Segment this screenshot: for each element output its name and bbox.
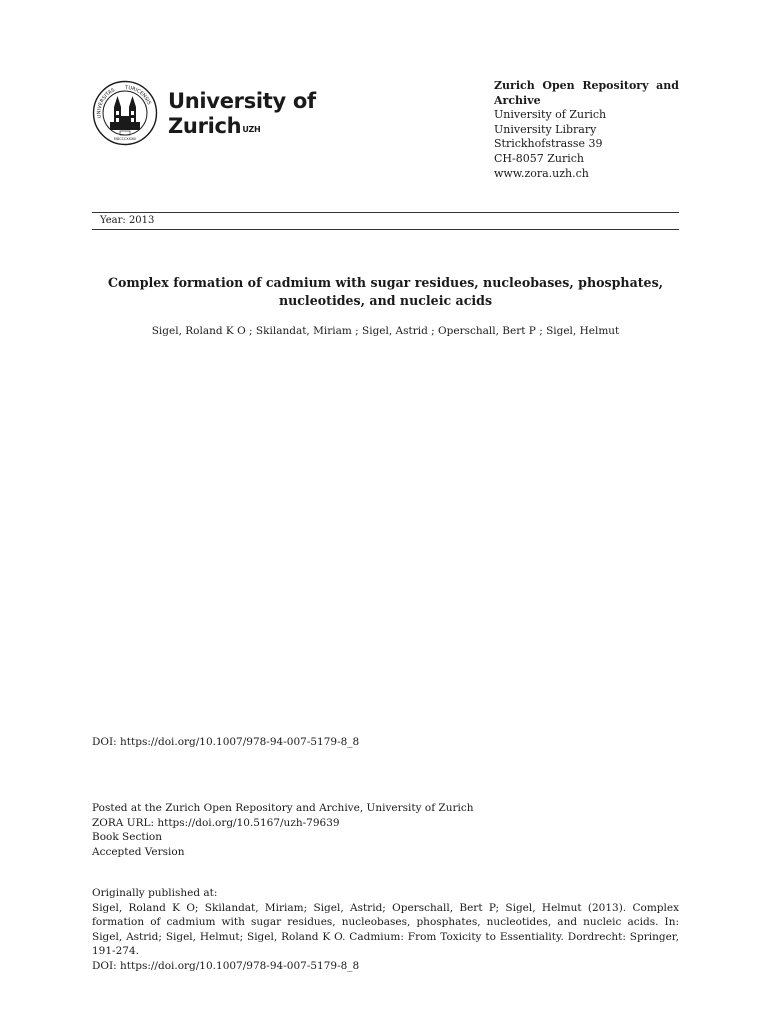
author-list: Sigel, Roland K O ; Skilandat, Miriam ; Sigel, Astrid ; Operschall, Bert P ; Sigel, Helmut <box>151 325 620 337</box>
seal-text-left: UNIVERSITAS <box>96 87 116 119</box>
address-line: University of Zurich <box>494 108 607 122</box>
university-wordmark <box>168 89 316 139</box>
address-line: CH-8057 Zurich <box>494 151 584 165</box>
university-logo <box>92 80 332 150</box>
posting-info <box>92 801 679 859</box>
doi-link[interactable]: DOI: https://doi.org/10.1007/978-94-007-5179-8_8 <box>92 736 360 748</box>
repository-url[interactable]: www.zora.uzh.ch <box>494 166 589 180</box>
wordmark-line2: Zurich <box>168 114 242 138</box>
address-line: Strickhofstrasse 39 <box>494 137 603 151</box>
original-publication <box>92 886 679 974</box>
original-heading: Originally published at: <box>92 887 218 899</box>
document-type: Book Section <box>92 831 163 844</box>
posted-statement: Posted at the Zurich Open Repository and Archive, University of Zurich <box>92 802 474 814</box>
seal-text-right: TURICENSIS <box>124 84 152 106</box>
year-band <box>92 212 679 230</box>
svg-text:UNIVERSITAS <box>96 87 115 118</box>
repository-name: Zurich Open Repository and Archive <box>494 79 679 107</box>
zora-url[interactable]: ZORA URL: https://doi.org/10.5167/uzh-79639 <box>92 816 340 829</box>
document-version: Accepted Version <box>92 845 185 858</box>
university-seal-icon <box>92 80 158 146</box>
wordmark-line1: University of <box>168 89 316 113</box>
publication-year: Year: 2013 <box>100 215 155 226</box>
citation-text: Sigel, Roland K O; Skilandat, Miriam; Sigel, Astrid; Operschall, Bert P; Sigel, Helmut (2013). Complex formation of cadmium with sugar residues, nucleobases, phosphates, nucleotides, and nucleic acids. In: Sigel, Astrid; Sigel, Helmut; Sigel, Roland K O. Cadmium: From Toxicity to Essentiality. Dordrecht: Springer, 191-274. <box>92 901 679 958</box>
document-title: Complex formation of cadmium with sugar residues, nucleobases, phosphates, nucleotides, and nucleic acids <box>107 275 664 308</box>
citation-doi-link[interactable]: DOI: https://doi.org/10.1007/978-94-007-5179-8_8 <box>92 959 360 972</box>
repository-address-block <box>494 79 679 181</box>
wordmark-suffix: UZH <box>242 125 261 134</box>
address-line: University Library <box>494 122 597 136</box>
seal-year: MDCCCXXXIII <box>113 137 137 141</box>
